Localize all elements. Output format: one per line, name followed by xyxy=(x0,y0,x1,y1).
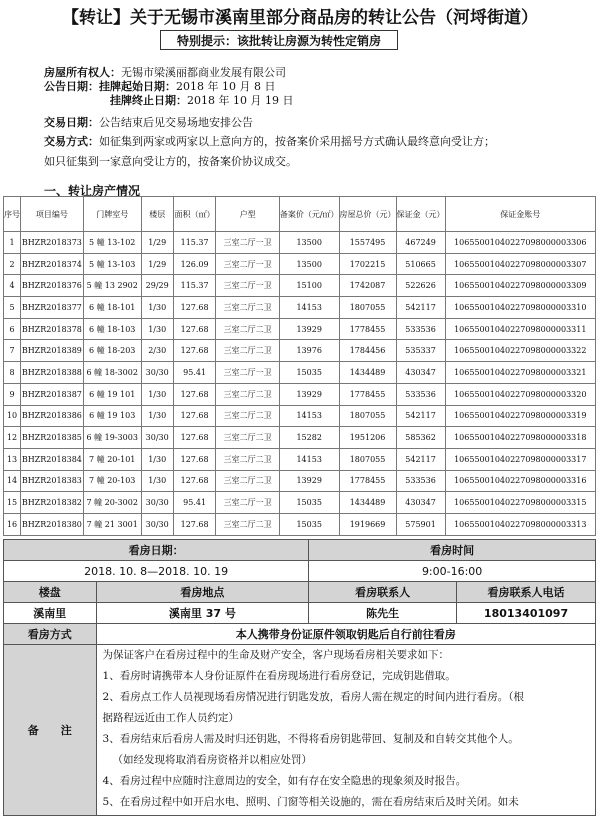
column-header: 门牌室号 xyxy=(83,197,141,232)
column-header: 保证金账号 xyxy=(445,197,595,232)
table-cell: 430347 xyxy=(396,492,445,514)
table-cell: 115.37 xyxy=(173,232,216,254)
table-cell: BHZR2018383 xyxy=(21,470,84,492)
viewing-time-label: 看房时间 xyxy=(309,540,596,561)
table-cell: 6 幢 19 103 xyxy=(83,405,141,427)
table-cell: 115.37 xyxy=(173,275,216,297)
column-header: 房屋总价（元） xyxy=(339,197,396,232)
table-cell: 127.68 xyxy=(173,470,216,492)
table-cell: 7 幢 20-3002 xyxy=(83,492,141,514)
special-notice: 特别提示：该批转让房源为转性定销房 xyxy=(160,30,398,50)
table-cell: 10655001040227098000003322 xyxy=(445,340,595,362)
table-cell: 10655001040227098000003310 xyxy=(445,297,595,319)
remarks-line: 据路程远近由工作人员约定） xyxy=(102,712,240,724)
end-line xyxy=(110,94,293,108)
table-cell: 1/30 xyxy=(141,318,173,340)
table-cell: 533536 xyxy=(396,383,445,405)
table-cell: 1807055 xyxy=(339,405,396,427)
phone-label: 看房联系人电话 xyxy=(457,582,596,603)
trade-method-value-2: 如只征集到一家意向受让方的，按备案价协议成交。 xyxy=(44,155,297,168)
table-cell: 1702215 xyxy=(339,253,396,275)
table-row xyxy=(4,362,596,384)
table-cell: 10655001040227098000003306 xyxy=(445,232,595,254)
table-cell: 三室二厅二卫 xyxy=(216,318,279,340)
table-cell: BHZR2018374 xyxy=(21,253,84,275)
viewing-time-value: 9:00-16:00 xyxy=(309,561,596,582)
table-cell: 13500 xyxy=(279,253,339,275)
table-cell: 三室二厅一卫 xyxy=(216,253,279,275)
row-number: 8 xyxy=(4,362,21,384)
contact-label: 看房联系人 xyxy=(309,582,457,603)
table-cell: 15282 xyxy=(279,427,339,449)
phone-value: 18013401097 xyxy=(457,603,596,624)
table-cell: 127.68 xyxy=(173,297,216,319)
owner-label: 房屋所有权人： xyxy=(44,66,121,79)
table-cell: 1778455 xyxy=(339,383,396,405)
table-row xyxy=(4,492,596,514)
table-cell: 30/30 xyxy=(141,427,173,449)
table-cell: 575901 xyxy=(396,513,445,535)
table-cell: BHZR2018388 xyxy=(21,362,84,384)
remarks-line: 3、看房结束后看房人需及时归还钥匙，不得将看房钥匙带回、复制及和自转交其他个人。 xyxy=(102,733,519,745)
column-header: 户型 xyxy=(216,197,279,232)
table-cell: 三室二厅二卫 xyxy=(216,405,279,427)
start-value: 2018 年 10 月 8 日 xyxy=(176,80,276,93)
table-cell: 127.68 xyxy=(173,383,216,405)
table-cell: 95.41 xyxy=(173,362,216,384)
row-number: 7 xyxy=(4,340,21,362)
table-cell: 542117 xyxy=(396,448,445,470)
location-label: 看房地点 xyxy=(96,582,309,603)
table-cell: 10655001040227098000003319 xyxy=(445,405,595,427)
row-number: 12 xyxy=(4,427,21,449)
table-cell: 1807055 xyxy=(339,297,396,319)
estate-label: 楼盘 xyxy=(4,582,97,603)
table-row xyxy=(4,318,596,340)
table-row xyxy=(4,427,596,449)
property-table-header xyxy=(4,197,596,232)
trade-method-line-2 xyxy=(44,155,297,169)
table-cell: 127.68 xyxy=(173,427,216,449)
table-cell: 5 幢 13-103 xyxy=(83,253,141,275)
row-number: 4 xyxy=(4,275,21,297)
table-cell: 1434489 xyxy=(339,362,396,384)
column-header: 备案价（元/㎡） xyxy=(279,197,339,232)
table-cell: 127.68 xyxy=(173,340,216,362)
table-cell: 542117 xyxy=(396,405,445,427)
table-cell: 30/30 xyxy=(141,362,173,384)
table-cell: 7 幢 21 3001 xyxy=(83,513,141,535)
table-cell: 14153 xyxy=(279,405,339,427)
table-cell: 15035 xyxy=(279,362,339,384)
table-cell: 1778455 xyxy=(339,318,396,340)
table-cell: 10655001040227098000003321 xyxy=(445,362,595,384)
table-cell: 10655001040227098000003316 xyxy=(445,470,595,492)
column-header: 项目编号 xyxy=(21,197,84,232)
table-cell: BHZR2018380 xyxy=(21,513,84,535)
table-cell: BHZR2018382 xyxy=(21,492,84,514)
table-cell: 542117 xyxy=(396,297,445,319)
table-cell: 15035 xyxy=(279,492,339,514)
table-cell: 10655001040227098000003307 xyxy=(445,253,595,275)
remarks-label: 备 注 xyxy=(4,645,97,816)
table-cell: 1742087 xyxy=(339,275,396,297)
row-number: 6 xyxy=(4,318,21,340)
column-header: 楼层 xyxy=(141,197,173,232)
table-cell: 1807055 xyxy=(339,448,396,470)
table-cell: 15035 xyxy=(279,513,339,535)
table-cell: 1/29 xyxy=(141,232,173,254)
row-number: 10 xyxy=(4,405,21,427)
table-row xyxy=(4,405,596,427)
trade-date-value: 公告结束后见交易场地安排公告 xyxy=(99,116,253,129)
table-cell: 1557495 xyxy=(339,232,396,254)
date-label: 公告日期： xyxy=(44,80,99,93)
table-row xyxy=(4,232,596,254)
table-cell: 10655001040227098000003309 xyxy=(445,275,595,297)
table-cell: 533536 xyxy=(396,470,445,492)
table-cell: BHZR2018378 xyxy=(21,318,84,340)
table-cell: 10655001040227098000003313 xyxy=(445,513,595,535)
table-cell: 95.41 xyxy=(173,492,216,514)
table-cell: 10655001040227098000003320 xyxy=(445,383,595,405)
table-cell: 10655001040227098000003317 xyxy=(445,448,595,470)
table-cell: 6 幢 19 101 xyxy=(83,383,141,405)
table-cell: 127.68 xyxy=(173,318,216,340)
end-label: 挂牌终止日期： xyxy=(110,94,187,107)
table-cell: 三室二厅一卫 xyxy=(216,362,279,384)
table-cell: BHZR2018376 xyxy=(21,275,84,297)
table-cell: BHZR2018377 xyxy=(21,297,84,319)
column-header: 面积（㎡） xyxy=(173,197,216,232)
table-cell: 6 幢 19-3003 xyxy=(83,427,141,449)
table-cell: 三室二厅一卫 xyxy=(216,492,279,514)
table-cell: 7 幢 20-101 xyxy=(83,448,141,470)
table-cell: 30/30 xyxy=(141,492,173,514)
viewing-method-label: 看房方式 xyxy=(4,624,97,645)
table-cell: 1951206 xyxy=(339,427,396,449)
table-row xyxy=(4,297,596,319)
row-number: 14 xyxy=(4,470,21,492)
page-title: 【转让】关于无锡市溪南里部分商品房的转让公告（河埒街道） xyxy=(62,8,538,28)
table-cell: 1/30 xyxy=(141,383,173,405)
table-cell: 三室二厅二卫 xyxy=(216,297,279,319)
trade-date-line xyxy=(44,116,253,130)
table-cell: 14153 xyxy=(279,297,339,319)
owner-line xyxy=(44,66,286,80)
viewing-date-label: 看房日期： xyxy=(4,540,309,561)
table-row xyxy=(4,383,596,405)
table-cell: 三室二厅二卫 xyxy=(216,340,279,362)
table-row xyxy=(4,513,596,535)
table-cell: 585362 xyxy=(396,427,445,449)
table-row xyxy=(4,253,596,275)
table-cell: 522626 xyxy=(396,275,445,297)
table-cell: 13929 xyxy=(279,318,339,340)
table-cell: 5 幢 13 2902 xyxy=(83,275,141,297)
table-row xyxy=(4,448,596,470)
trade-method-value: 如征集到两家或两家以上意向方的，按备案价采用摇号方式确认最终意向受让方； xyxy=(99,135,495,148)
table-cell: 6 幢 18-103 xyxy=(83,318,141,340)
row-number: 9 xyxy=(4,383,21,405)
table-cell: 2/30 xyxy=(141,340,173,362)
table-cell: 510665 xyxy=(396,253,445,275)
table-cell: 30/30 xyxy=(141,513,173,535)
table-cell: 13500 xyxy=(279,232,339,254)
table-cell: 1/30 xyxy=(141,405,173,427)
owner-value: 无锡市梁溪丽都商业发展有限公司 xyxy=(121,66,286,79)
trade-method-label: 交易方式： xyxy=(44,135,99,148)
table-cell: 三室二厅一卫 xyxy=(216,232,279,254)
table-cell: 430347 xyxy=(396,362,445,384)
table-cell: 三室二厅二卫 xyxy=(216,513,279,535)
table-cell: 三室二厅二卫 xyxy=(216,383,279,405)
row-number: 15 xyxy=(4,492,21,514)
table-cell: 5 幢 13-102 xyxy=(83,232,141,254)
table-cell: 13976 xyxy=(279,340,339,362)
table-cell: 三室二厅二卫 xyxy=(216,427,279,449)
table-cell: 1434489 xyxy=(339,492,396,514)
table-row xyxy=(4,275,596,297)
table-cell: BHZR2018386 xyxy=(21,405,84,427)
table-cell: 1778455 xyxy=(339,470,396,492)
table-cell: 126.09 xyxy=(173,253,216,275)
table-cell: 10655001040227098000003311 xyxy=(445,318,595,340)
row-number: 13 xyxy=(4,448,21,470)
table-cell: BHZR2018389 xyxy=(21,340,84,362)
table-cell: BHZR2018384 xyxy=(21,448,84,470)
table-cell: 三室二厅二卫 xyxy=(216,448,279,470)
remarks-line: （如经发现将取消看房资格并以相应处罚） xyxy=(112,754,313,766)
remarks-line: 2、看房点工作人员视现场看房情况进行钥匙发放，看房人需在规定的时间内进行看房。（根 xyxy=(102,691,524,703)
end-value: 2018 年 10 月 19 日 xyxy=(187,94,294,107)
start-label: 挂牌起始日期： xyxy=(99,80,176,93)
trade-date-label: 交易日期： xyxy=(44,116,99,129)
remarks-line: 为保证客户在看房过程中的生命及财产安全，客户现场看房相关要求如下： xyxy=(102,649,450,661)
table-cell: 7 幢 20-103 xyxy=(83,470,141,492)
row-number: 1 xyxy=(4,232,21,254)
table-cell: 533536 xyxy=(396,318,445,340)
table-cell: 127.68 xyxy=(173,513,216,535)
table-cell: 10655001040227098000003318 xyxy=(445,427,595,449)
table-cell: BHZR2018387 xyxy=(21,383,84,405)
contact-value: 陈先生 xyxy=(309,603,457,624)
table-row xyxy=(4,470,596,492)
table-cell: 127.68 xyxy=(173,405,216,427)
column-header: 序号 xyxy=(4,197,21,232)
remarks-line: 5、在看房过程中如开启水电、照明、门窗等相关设施的，需在看房结束后及时关闭。如未 xyxy=(102,796,519,808)
table-cell: 13929 xyxy=(279,470,339,492)
table-cell: 29/29 xyxy=(141,275,173,297)
viewing-method-value: 本人携带身份证原件领取钥匙后自行前往看房 xyxy=(96,624,595,645)
table-cell: 127.68 xyxy=(173,448,216,470)
table-cell: 535337 xyxy=(396,340,445,362)
table-cell: BHZR2018385 xyxy=(21,427,84,449)
trade-method-line xyxy=(44,135,495,149)
row-number: 5 xyxy=(4,297,21,319)
viewing-table xyxy=(3,539,596,816)
table-cell: 6 幢 18-203 xyxy=(83,340,141,362)
table-cell: 14153 xyxy=(279,448,339,470)
estate-value: 溪南里 xyxy=(4,603,97,624)
table-cell: BHZR2018373 xyxy=(21,232,84,254)
table-cell: 1919669 xyxy=(339,513,396,535)
section-title: 一、转让房产情况 xyxy=(44,184,141,198)
remarks-content xyxy=(96,645,595,816)
table-cell: 15100 xyxy=(279,275,339,297)
table-cell: 1/29 xyxy=(141,253,173,275)
table-cell: 1/30 xyxy=(141,448,173,470)
remarks-line: 1、看房时请携带本人身份证原件在看房现场进行看房登记，完成钥匙借取。 xyxy=(102,670,456,682)
table-cell: 1784456 xyxy=(339,340,396,362)
row-number: 2 xyxy=(4,253,21,275)
row-number: 16 xyxy=(4,513,21,535)
table-cell: 6 幢 18-3002 xyxy=(83,362,141,384)
table-cell: 1/30 xyxy=(141,470,173,492)
table-cell: 6 幢 18-101 xyxy=(83,297,141,319)
table-cell: 13929 xyxy=(279,383,339,405)
table-cell: 1/30 xyxy=(141,297,173,319)
table-cell: 三室二厅二卫 xyxy=(216,470,279,492)
location-value: 溪南里 37 号 xyxy=(96,603,309,624)
column-header: 保证金（元） xyxy=(396,197,445,232)
table-cell: 467249 xyxy=(396,232,445,254)
property-table xyxy=(3,196,596,536)
table-cell: 10655001040227098000003315 xyxy=(445,492,595,514)
remarks-line: 4、看房过程中应随时注意周边的安全，如有存在安全隐患的现象须及时报告。 xyxy=(102,775,467,787)
table-cell: 三室二厅一卫 xyxy=(216,275,279,297)
table-row xyxy=(4,340,596,362)
date-line xyxy=(44,80,275,94)
viewing-date-value: 2018. 10. 8—2018. 10. 19 xyxy=(4,561,309,582)
